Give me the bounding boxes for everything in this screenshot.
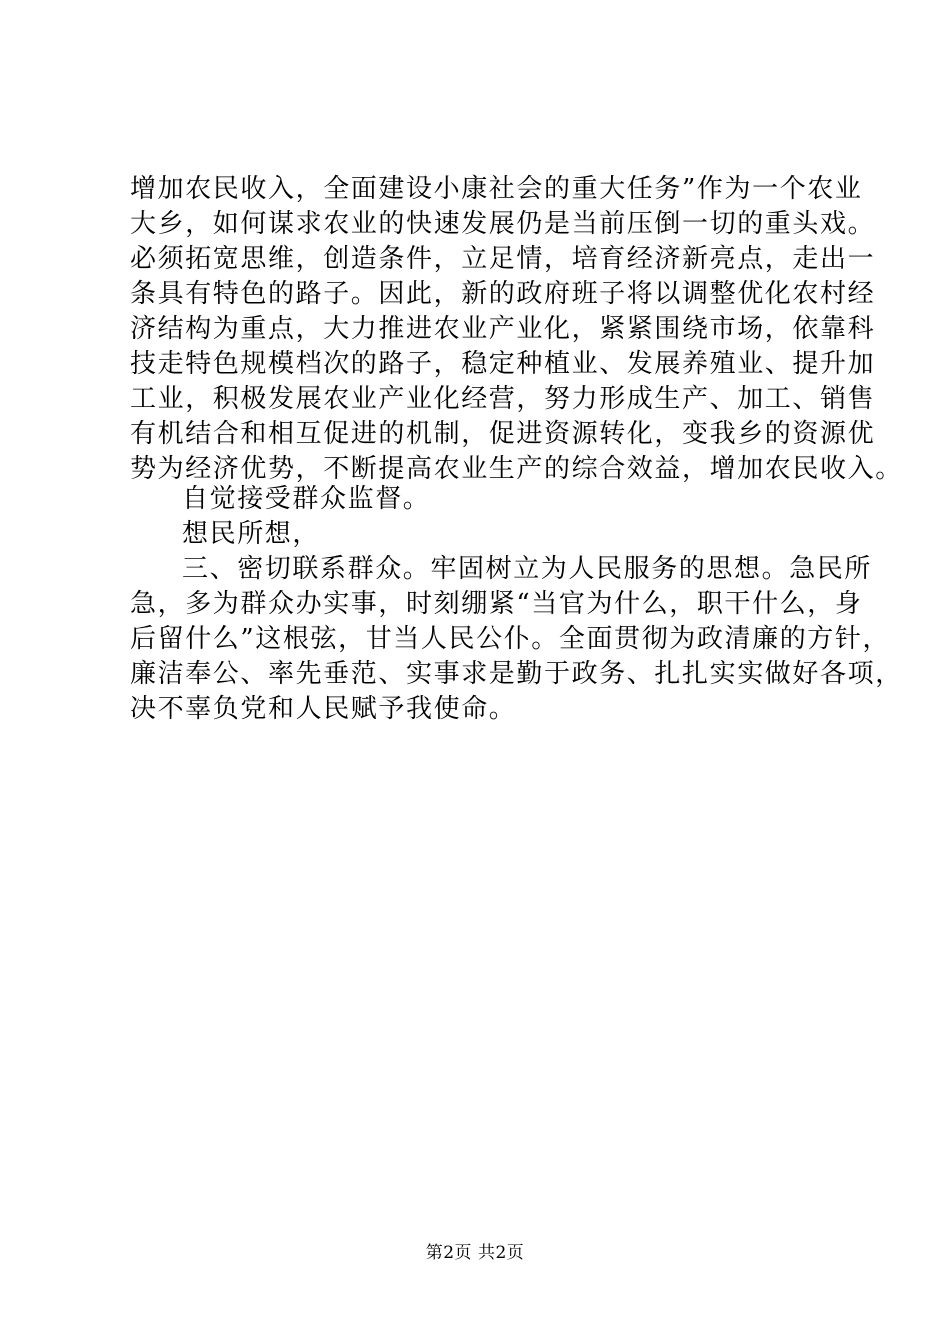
paragraph-line: 条具有特色的路子。因此，新的政府班子将以调整优化农村经 [130, 279, 876, 309]
paragraph-line: 大乡，如何谋求农业的快速发展仍是当前压倒一切的重头戏。 [130, 209, 876, 239]
paragraph-supervision [130, 482, 903, 727]
page-number: 第2页 共2页 [425, 1243, 525, 1263]
paragraph-line: 决不辜负党和人民赋予我使命。 [130, 694, 517, 724]
paragraph-line: 廉洁奉公、率先垂范、实事求是勤于政务、扎扎实实做好各项， [130, 659, 903, 689]
paragraph-line: 势为经济优势，不断提高农业生产的综合效益，增加农民收入。 [130, 454, 903, 484]
paragraph-line: 必须拓宽思维，创造条件，立足情，培育经济新亮点，走出一 [130, 244, 876, 274]
paragraph-line: 后留什么”这根弦，甘当人民公仆。全面贯彻为政清廉的方针， [130, 624, 891, 654]
paragraph-line: 济结构为重点，大力推进农业产业化，紧紧围绕市场，依靠科 [130, 314, 876, 344]
paragraph-line: 有机结合和相互促进的机制，促进资源转化，变我乡的资源优 [130, 419, 876, 449]
paragraph-line: 工业，积极发展农业产业化经营，努力形成生产、加工、销售 [130, 384, 876, 414]
paragraph-line: 增加农民收入，全面建设小康社会的重大任务”作为一个农业 [130, 174, 863, 204]
page-footer [0, 1242, 950, 1264]
paragraph-line: 三、密切联系群众。牢固树立为人民服务的思想。急民所 [182, 554, 873, 584]
paragraph-line: 技走特色规模档次的路子，稳定种植业、发展养殖业、提升加 [130, 349, 876, 379]
paragraph-agriculture [130, 172, 903, 487]
paragraph-line: 想民所想， [182, 519, 321, 549]
paragraph-line: 急，多为群众办实事，时刻绷紧“当官为什么，职干什么，身 [130, 589, 863, 619]
paragraph-line: 自觉接受群众监督。 [182, 484, 431, 514]
